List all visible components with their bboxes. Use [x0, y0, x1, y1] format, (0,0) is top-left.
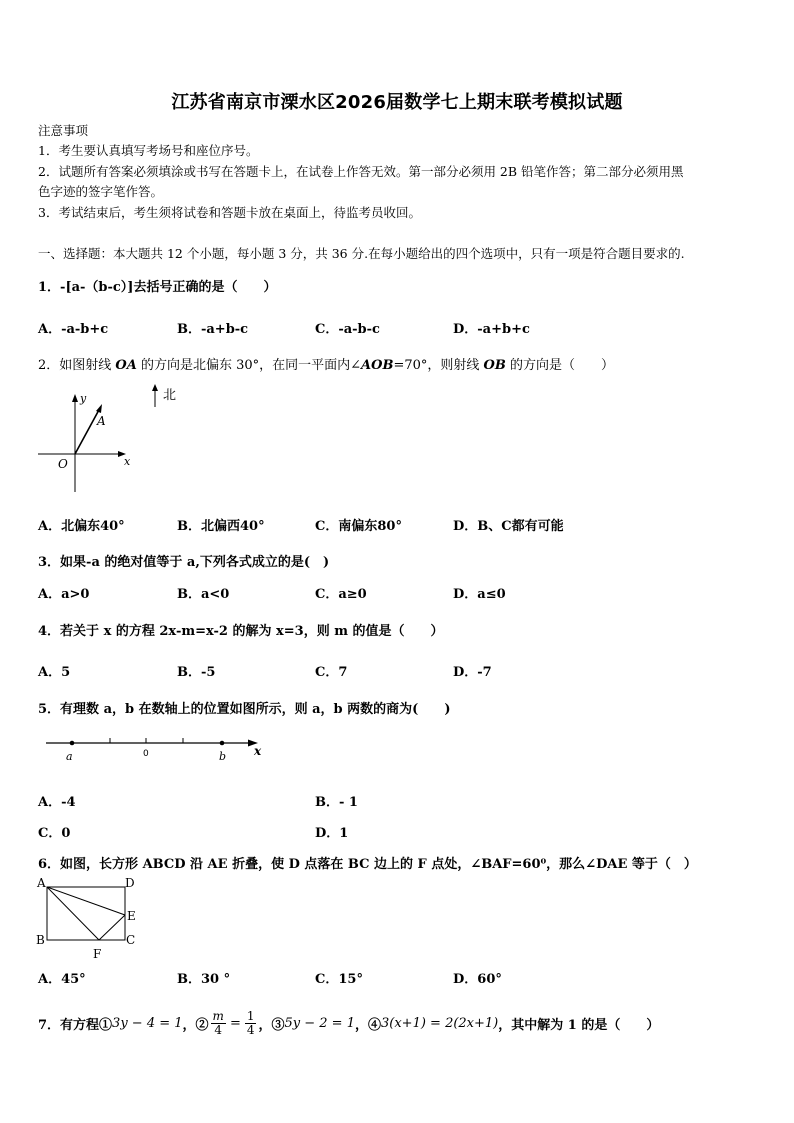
question-4-stem: 4．若关于 x 的方程 2x-m=x-2 的解为 x=3，则 m 的值是（ ） [38, 624, 444, 639]
q2-option-d: D．B、C都有可能 [453, 519, 564, 534]
q1-option-c: C．-a-b-c [315, 322, 380, 337]
q5-option-b: B．- 1 [315, 795, 358, 810]
north-label: 北 [163, 388, 177, 403]
question-2-stem: 2．如图射线 OA 的方向是北偏东 30°，在同一平面内∠AOB=70°，则射线 OB 的方向是（ ） [38, 358, 614, 373]
equation-3: 5y − 2 = 1 [284, 1016, 355, 1031]
origin-label: O [58, 457, 68, 471]
q1-option-a: A．-a-b+c [38, 322, 109, 337]
vertex-c-label: C [126, 933, 136, 947]
section-heading: 一、选择题：本大题共 12 个小题，每小题 3 分，共 36 分.在每小题给出的四个选项中，只有一项是符合题目要求的. [38, 246, 685, 261]
vertex-b-label: B [36, 933, 45, 947]
x-axis-label: x [254, 744, 262, 758]
point-b-label: b [219, 750, 227, 763]
q5-option-c: C．0 [38, 826, 71, 841]
q1-option-b: B．-a+b-c [177, 322, 249, 337]
equation-1: 3y − 4 = 1 [112, 1016, 183, 1031]
question-1-stem: 1．-[a-（b-c）]去括号正确的是（ ） [38, 280, 277, 295]
q5-option-a: A．-4 [38, 795, 76, 810]
equation-4: 3(x+1) = 2(2x+1) [381, 1016, 499, 1031]
exam-title: 江苏省南京市溧水区2026届数学七上期末联考模拟试题 [171, 92, 623, 113]
zero-label: 0 [143, 749, 149, 759]
point-a-label: A [97, 414, 106, 428]
point-f-label: F [93, 947, 102, 961]
question-3-stem: 3．如果-a 的绝对值等于 a,下列各式成立的是( ) [38, 555, 330, 570]
question-5-stem: 5．有理数 a，b 在数轴上的位置如图所示，则 a，b 两数的商为( ) [38, 702, 451, 717]
q4-option-b: B．-5 [177, 665, 216, 680]
q2-option-c: C．南偏东80° [315, 519, 402, 534]
notice-item: 3．考试结束后，考生须将试卷和答题卡放在桌面上，待监考员收回。 [38, 205, 421, 220]
notice-item: 色字迹的签字笔作答。 [38, 184, 164, 199]
x-axis-label: x [124, 455, 131, 468]
q5-number-line [40, 730, 270, 768]
q3-option-b: B．a<0 [177, 587, 230, 602]
point-e-label: E [127, 909, 136, 923]
notice-item: 1．考生要认真填写考场号和座位序号。 [38, 143, 259, 158]
y-axis-label: y [80, 392, 87, 405]
q6-option-d: D．60° [453, 972, 502, 987]
q1-option-d: D．-a+b+c [453, 322, 530, 337]
q6-option-c: C．15° [315, 972, 363, 987]
question-7-stem: 7．有方程① 3y − 4 = 1 ，② $\frac{m}{4}$ = $\frac{1}{4}$ ，③ 5y − 2 = 1 ，④ 3(x+1) = 2(2x+1) ，其中解为 1 的是（ ） [38, 1009, 660, 1037]
vertex-d-label: D [125, 876, 135, 890]
equation-2-left-fraction: $\frac{m}{4}$ [212, 1009, 224, 1037]
point-a-label: a [66, 750, 73, 763]
q3-option-a: A．a>0 [38, 587, 90, 602]
question-6-stem: 6．如图，长方形 ABCD 沿 AE 折叠，使 D 点落在 BC 边上的 F 点处，∠BAF=60⁰，那么∠DAE 等于（ ） [38, 857, 697, 872]
q6-option-a: A．45° [38, 972, 86, 987]
vertex-a-label: A [37, 876, 46, 890]
q2-option-b: B．北偏西40° [177, 519, 265, 534]
q3-option-d: D．a≤0 [453, 587, 506, 602]
notice-item: 2．试题所有答案必须填涂或书写在答题卡上，在试卷上作答无效。第一部分必须用 2B 铅笔作答；第二部分必须用黑 [38, 164, 684, 179]
q6-option-b: B．30 ° [177, 972, 231, 987]
q6-rectangle-figure [34, 872, 144, 962]
q3-option-c: C．a≥0 [315, 587, 367, 602]
q4-option-c: C．7 [315, 665, 348, 680]
q4-option-a: A．5 [38, 665, 71, 680]
q2-direction-figure [30, 380, 210, 500]
q4-option-d: D．-7 [453, 665, 492, 680]
q5-option-d: D．1 [315, 826, 349, 841]
equation-2-right-fraction: $\frac{1}{4}$ [246, 1009, 255, 1037]
q2-option-a: A．北偏东40° [38, 519, 125, 534]
notice-heading: 注意事项 [38, 123, 89, 138]
